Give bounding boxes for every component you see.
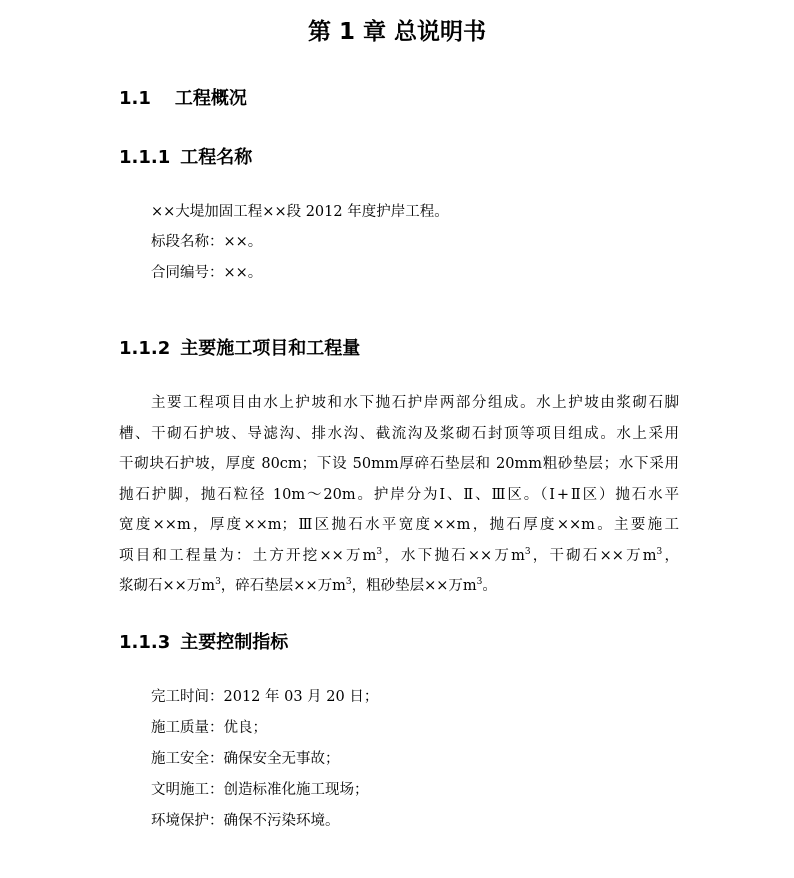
completion-time-line: 完工时间：2012 年 03 月 20 日；: [151, 689, 379, 705]
section-title: 主要控制指标: [180, 632, 289, 653]
quantity-text: 。: [482, 578, 497, 594]
quantity-text: ，干砌石××万m: [530, 547, 657, 564]
section-title: 工程名称: [180, 147, 253, 168]
section-title: 主要施工项目和工程量: [180, 338, 361, 359]
paragraph-line: 槽、干砌石护坡、导滤沟、排水沟、截流沟及浆砌石封顶等项目组成。水上采用: [119, 425, 679, 442]
superscript: 3: [376, 546, 383, 557]
bid-section-name-line: 标段名称：××。: [151, 234, 263, 250]
quantity-text: 项目和工程量为：土方开挖××万m: [119, 547, 377, 564]
quantity-text: ，水下抛石××万m: [382, 547, 525, 564]
contract-number-line: 合同编号：××。: [151, 265, 263, 281]
superscript: 3: [524, 546, 531, 557]
construction-safety-line: 施工安全：确保安全无事故；: [151, 751, 340, 767]
section-number: 1.1.1: [119, 147, 171, 168]
construction-quality-line: 施工质量：优良；: [151, 720, 267, 736]
quantities-line: [119, 571, 679, 602]
section-number: 1.1.2: [119, 338, 171, 359]
project-name-line: ××大堤加固工程××段 2012 年度护岸工程。: [151, 204, 449, 220]
paragraph-line: 主要工程项目由水上护坡和水下抛石护岸两部分组成。水上护坡由浆砌石脚: [151, 395, 679, 411]
section-heading-1-1: [119, 84, 247, 114]
superscript: 3: [345, 577, 352, 588]
civilized-construction-line: 文明施工：创造标准化施工现场；: [151, 782, 369, 798]
quantity-text: ，: [662, 547, 679, 564]
paragraph-line: 宽度××m，厚度××m；Ⅲ区抛石水平宽度××m，抛石厚度××m。主要施工: [119, 517, 679, 533]
paragraph-line: 抛石护脚，抛石粒径 10m～20m。护岸分为Ⅰ、Ⅱ、Ⅲ区。（Ⅰ+Ⅱ区）抛石水平: [119, 486, 679, 503]
chapter-title: 第 1 章 总说明书: [307, 19, 487, 45]
section-heading-1-1-2: [119, 334, 360, 364]
construction-items-paragraph: [119, 388, 679, 602]
superscript: 3: [476, 577, 483, 588]
section-heading-1-1-1: [119, 143, 252, 173]
superscript: 3: [656, 546, 663, 557]
quantity-text: ，碎石垫层××万m: [220, 578, 346, 594]
section-title: 工程概况: [174, 88, 247, 109]
section-number: 1.1: [119, 88, 151, 109]
quantity-text: ，粗砂垫层××万m: [351, 578, 477, 594]
quantities-line: [119, 541, 679, 572]
environmental-protection-line: 环境保护：确保不污染环境。: [151, 813, 340, 829]
section-number: 1.1.3: [119, 632, 171, 653]
quantity-text: 浆砌石××万m: [119, 578, 216, 594]
superscript: 3: [215, 577, 221, 588]
section-heading-1-1-3: [119, 628, 288, 658]
paragraph-line: 干砌块石护坡，厚度 80cm；下设 50mm厚碎石垫层和 20mm粗砂垫层；水下采用: [119, 456, 679, 472]
